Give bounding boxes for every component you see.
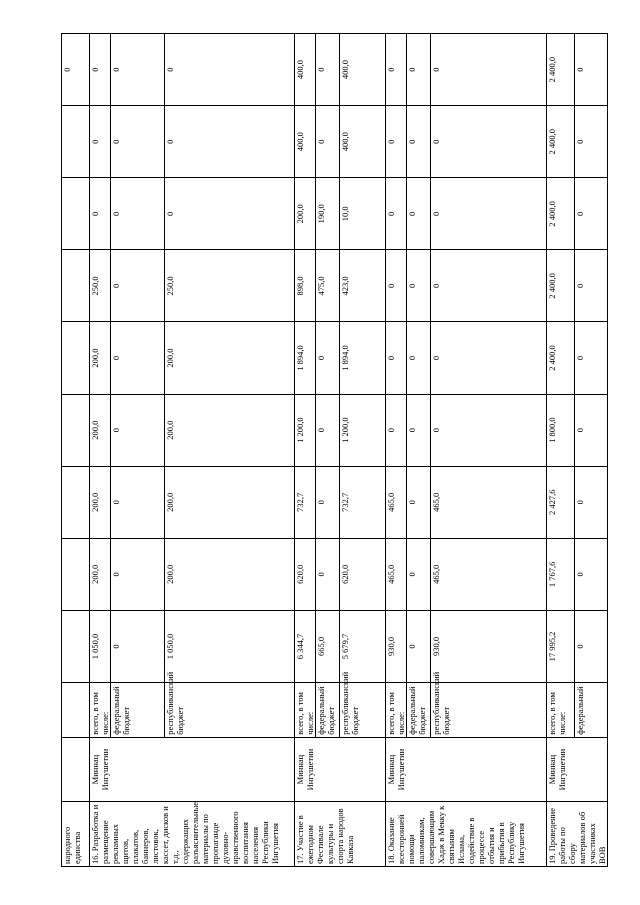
- value-cell: 1 894,0: [340, 322, 386, 394]
- value-cell: 898,0: [295, 250, 316, 322]
- table-row: [90, 34, 111, 867]
- value-cell: 620,0: [295, 538, 316, 610]
- executor-cell: Миннац Ингушетии: [547, 737, 608, 802]
- value-cell: [62, 538, 90, 610]
- value-cell: 0: [407, 394, 431, 466]
- value-cell: 0: [316, 34, 340, 106]
- value-cell: 0: [316, 538, 340, 610]
- value-cell: 465,0: [386, 466, 407, 538]
- value-cell: 2 400,0: [547, 106, 575, 178]
- value-cell: 200,0: [165, 538, 295, 610]
- value-cell: 732,7: [295, 466, 316, 538]
- row-name-cell: 18. Оказание всесторонней помощи паломникам, совершающим Хадж в Мекку к святыням Ислама, содействие в процессе отбытия и прибытия в Республику Ингушетия: [386, 802, 547, 867]
- value-cell: 0: [111, 106, 165, 178]
- value-cell: 0: [575, 394, 608, 466]
- source-cell: всего, в том числе:: [90, 683, 111, 738]
- table-row: [547, 34, 575, 867]
- value-cell: 0: [407, 466, 431, 538]
- value-cell: 0: [407, 322, 431, 394]
- value-cell: 0: [111, 538, 165, 610]
- value-cell: 0: [575, 538, 608, 610]
- value-cell: 190,0: [316, 178, 340, 250]
- rotated-table-wrapper: [61, 33, 607, 867]
- value-cell: 2 427,6: [547, 466, 575, 538]
- value-cell: 0: [575, 610, 608, 682]
- value-cell: 200,0: [295, 178, 316, 250]
- value-cell: 0: [90, 178, 111, 250]
- value-cell: 0: [431, 394, 547, 466]
- value-cell: 0: [575, 322, 608, 394]
- value-cell: 2 400,0: [547, 250, 575, 322]
- value-cell: 930,0: [386, 610, 407, 682]
- value-cell: 0: [575, 106, 608, 178]
- value-cell: 200,0: [165, 466, 295, 538]
- value-cell: 423,0: [340, 250, 386, 322]
- value-cell: 1 200,0: [295, 394, 316, 466]
- table-body: [62, 34, 608, 867]
- value-cell: 0: [111, 34, 165, 106]
- value-cell: 0: [575, 34, 608, 106]
- source-cell: всего, в том числе:: [295, 683, 316, 738]
- value-cell: 1 800,0: [547, 394, 575, 466]
- source-cell: федеральный бюджет: [111, 683, 165, 738]
- value-cell: 665,0: [316, 610, 340, 682]
- value-cell: 250,0: [165, 250, 295, 322]
- value-cell: 0: [316, 394, 340, 466]
- value-cell: 0: [431, 178, 547, 250]
- value-cell: 1 050,0: [165, 610, 295, 682]
- value-cell: 2 400,0: [547, 322, 575, 394]
- value-cell: 0: [386, 394, 407, 466]
- value-cell: 0: [165, 34, 295, 106]
- source-cell: всего, в том числе:: [386, 683, 407, 738]
- value-cell: 0: [111, 394, 165, 466]
- value-cell: 0: [90, 34, 111, 106]
- value-cell: 0: [407, 178, 431, 250]
- value-cell: 0: [111, 178, 165, 250]
- value-cell: 5 679,7: [340, 610, 386, 682]
- value-cell: 200,0: [165, 394, 295, 466]
- value-cell: 0: [386, 322, 407, 394]
- value-cell: 17 995,2: [547, 610, 575, 682]
- value-cell: 1 050,0: [90, 610, 111, 682]
- value-cell: [62, 250, 90, 322]
- value-cell: 620,0: [340, 538, 386, 610]
- executor-cell: Миннац Ингушетии: [386, 737, 547, 802]
- executor-cell: Миннац Ингушетии: [295, 737, 386, 802]
- value-cell: 1 200,0: [340, 394, 386, 466]
- value-cell: 0: [407, 250, 431, 322]
- source-cell: федеральный: [575, 683, 608, 738]
- row-name-cell: 19. Проведение работы по сбору материалов об участниках ВОВ: [547, 802, 608, 867]
- table-row: [62, 34, 90, 867]
- source-cell: республиканский бюджет: [165, 683, 295, 738]
- table-row: [386, 34, 407, 867]
- value-cell: 2 400,0: [547, 34, 575, 106]
- value-cell: 400,0: [295, 34, 316, 106]
- value-cell: [62, 394, 90, 466]
- value-cell: [62, 466, 90, 538]
- value-cell: 0: [431, 250, 547, 322]
- value-cell: 465,0: [386, 538, 407, 610]
- value-cell: 465,0: [431, 466, 547, 538]
- value-cell: [62, 610, 90, 682]
- value-cell: 200,0: [90, 394, 111, 466]
- value-cell: 0: [316, 106, 340, 178]
- value-cell: 732,7: [340, 466, 386, 538]
- value-cell: 0: [111, 250, 165, 322]
- value-cell: 0: [111, 322, 165, 394]
- value-cell: 0: [62, 34, 90, 106]
- value-cell: 0: [575, 178, 608, 250]
- value-cell: 0: [407, 34, 431, 106]
- value-cell: 0: [316, 322, 340, 394]
- value-cell: 930,0: [431, 610, 547, 682]
- value-cell: 0: [90, 106, 111, 178]
- value-cell: 400,0: [340, 34, 386, 106]
- row-name-cell: народного единства: [62, 802, 90, 867]
- value-cell: 0: [575, 466, 608, 538]
- program-table: [61, 33, 608, 867]
- value-cell: 0: [386, 34, 407, 106]
- value-cell: 0: [386, 250, 407, 322]
- value-cell: 0: [316, 466, 340, 538]
- value-cell: 250,0: [90, 250, 111, 322]
- value-cell: 0: [165, 178, 295, 250]
- executor-cell: [62, 737, 90, 802]
- row-name-cell: 16. Разработка и размещение рекламных щитов, плакатов, баннеров, листовок, кассет, дисков и т.д., содержащих разъяснительные материалы по пропаганде духовно-нравственного воспитания населения Республики Ингушетия: [90, 802, 295, 867]
- value-cell: 475,0: [316, 250, 340, 322]
- source-cell: республиканский бюджет: [340, 683, 386, 738]
- value-cell: 0: [407, 106, 431, 178]
- value-cell: 6 344,7: [295, 610, 316, 682]
- executor-cell: Миннац Ингушетии: [90, 737, 295, 802]
- value-cell: 0: [386, 178, 407, 250]
- value-cell: 400,0: [295, 106, 316, 178]
- value-cell: [62, 106, 90, 178]
- source-cell: федеральный бюджет: [316, 683, 340, 738]
- value-cell: 0: [111, 610, 165, 682]
- value-cell: 465,0: [431, 538, 547, 610]
- value-cell: 200,0: [90, 466, 111, 538]
- value-cell: 200,0: [90, 538, 111, 610]
- source-cell: всего, в том числе:: [547, 683, 575, 738]
- value-cell: 200,0: [90, 322, 111, 394]
- value-cell: 1 767,6: [547, 538, 575, 610]
- value-cell: 0: [431, 322, 547, 394]
- value-cell: [62, 178, 90, 250]
- value-cell: 0: [431, 106, 547, 178]
- value-cell: 0: [431, 34, 547, 106]
- value-cell: 0: [165, 106, 295, 178]
- value-cell: 400,0: [340, 106, 386, 178]
- value-cell: 10,0: [340, 178, 386, 250]
- row-name-cell: 17. Участие в ежегодном Фестивале культуры и спорта народов Кавказа: [295, 802, 386, 867]
- value-cell: 2 400,0: [547, 178, 575, 250]
- value-cell: 0: [386, 106, 407, 178]
- value-cell: 0: [407, 538, 431, 610]
- value-cell: 200,0: [165, 322, 295, 394]
- source-cell: федеральный бюджет: [407, 683, 431, 738]
- source-cell: республиканский бюджет: [431, 683, 547, 738]
- value-cell: 0: [111, 466, 165, 538]
- value-cell: 0: [575, 250, 608, 322]
- value-cell: 0: [407, 610, 431, 682]
- value-cell: [62, 322, 90, 394]
- value-cell: 1 894,0: [295, 322, 316, 394]
- source-cell: [62, 683, 90, 738]
- table-row: [295, 34, 316, 867]
